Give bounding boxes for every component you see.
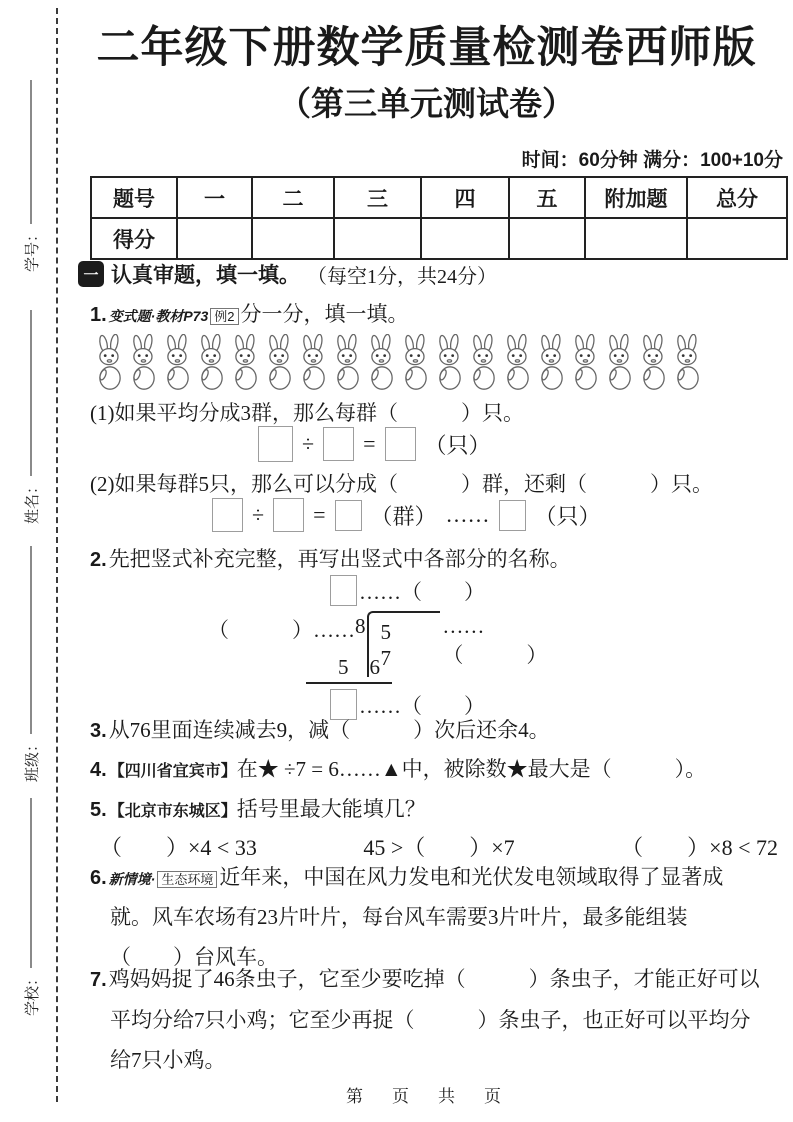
answer-box xyxy=(385,427,416,461)
question-number: 6. xyxy=(90,867,107,889)
question-7-line-3: 给7只小鸡。 xyxy=(110,1048,226,1072)
group-unit-label: （群） xyxy=(370,503,437,529)
section-score-note: （每空1分，共24分） xyxy=(307,265,497,288)
rabbit-icon xyxy=(94,334,126,390)
score-cell-empty xyxy=(687,218,787,259)
rabbit-icon xyxy=(230,334,262,390)
field-label: 班级： xyxy=(24,736,41,782)
answer-box xyxy=(335,500,362,531)
rabbit-icon xyxy=(604,334,636,390)
rabbit-icon xyxy=(298,334,330,390)
section-number-icon: 一 xyxy=(78,261,104,287)
score-table-col-header: 五 xyxy=(509,177,585,218)
equals-sign: = xyxy=(363,431,376,456)
answer-box xyxy=(323,427,354,461)
answer-box xyxy=(273,498,304,532)
question-text: 分一分，填一填。 xyxy=(240,302,409,326)
field-label: 姓名： xyxy=(24,478,41,524)
student-field-school xyxy=(20,798,42,1016)
question-1-equation-2 xyxy=(212,498,601,532)
rabbit-icon xyxy=(536,334,568,390)
question-2-stem xyxy=(90,543,571,573)
unit-label: （只） xyxy=(424,432,491,458)
rabbit-icon xyxy=(162,334,194,390)
division-quotient-row xyxy=(330,575,485,606)
student-field-student-number xyxy=(20,80,42,272)
question-1-equation-1 xyxy=(258,426,491,462)
rabbit-icon xyxy=(332,334,364,390)
inequality-expression: （ ）×4 < 33 xyxy=(100,835,257,860)
unit-label: （只） xyxy=(534,503,601,529)
rabbit-icon xyxy=(264,334,296,390)
question-number: 1. xyxy=(90,304,107,326)
question-source-tag: 【北京市东城区】 xyxy=(108,803,237,820)
question-source-tag: 【四川省宜宾市】 xyxy=(108,763,237,780)
score-table-col-header: 总分 xyxy=(687,177,787,218)
section-title: 认真审题，填一填。 xyxy=(111,264,300,287)
fill-line xyxy=(30,310,32,476)
rabbit-icon xyxy=(128,334,160,390)
field-label: 学校： xyxy=(24,970,41,1016)
answer-box xyxy=(499,500,526,531)
fill-line xyxy=(30,798,32,968)
fill-line xyxy=(30,546,32,734)
inequality-expression: 45 >（ ）×7 xyxy=(363,835,515,860)
question-number: 4. xyxy=(90,759,107,781)
page-footer: 第 页 共 页 xyxy=(346,1087,507,1106)
dividend-name-blank: ……（ ） xyxy=(442,614,548,667)
exam-time-score-info: 时间：60分钟 满分：100+10分 xyxy=(521,150,783,171)
page-title: 二年级下册数学质量检测卷西师版 xyxy=(96,24,757,72)
rabbit-icon xyxy=(672,334,704,390)
divisor-name-blank: （ ）…… xyxy=(208,618,355,642)
question-text: 近年来，中国在风力发电和光伏发电领域取得了显著成 xyxy=(219,865,724,889)
remainder-name-blank: ……（ ） xyxy=(359,693,485,718)
question-4-stem xyxy=(90,753,706,783)
fill-line xyxy=(30,80,32,224)
field-label: 学号： xyxy=(24,226,41,272)
question-text: 先把竖式补充完整，再写出竖式中各部分的名称。 xyxy=(108,547,571,571)
question-text: 鸡妈妈捉了46条虫子，它至少要吃掉（ ）条虫子，才能正好可以 xyxy=(108,967,760,991)
question-7-line-1 xyxy=(90,963,760,993)
question-1-part-2: (2)如果每群5只，那么可以分成（ ）群，还剩（ ）只。 xyxy=(90,472,713,496)
score-table-col-header: 四 xyxy=(421,177,509,218)
question-1-part-1: (1)如果平均分成3群，那么每群（ ）只。 xyxy=(90,401,524,425)
subtraction-line xyxy=(306,682,392,684)
question-tag-box: 例2 xyxy=(210,308,238,325)
rabbit-icon xyxy=(434,334,466,390)
score-table-col-header: 三 xyxy=(334,177,421,218)
rabbit-icon xyxy=(502,334,534,390)
divide-sign: ÷ xyxy=(252,502,265,527)
answer-box xyxy=(212,498,243,532)
answer-box xyxy=(330,575,357,606)
score-table-score-row xyxy=(91,218,787,259)
rabbit-picture-row xyxy=(94,334,718,390)
inequality-expression: （ ）×8 < 72 xyxy=(621,835,778,860)
question-number: 3. xyxy=(90,720,107,742)
quotient-name-blank: ……（ ） xyxy=(359,579,485,604)
score-table-col-header: 二 xyxy=(252,177,334,218)
score-table xyxy=(90,176,788,260)
score-table-header-row xyxy=(91,177,787,218)
question-6-line-3: （ ）台风车。 xyxy=(110,945,278,969)
score-cell-empty xyxy=(585,218,687,259)
remainder-dots: …… xyxy=(445,502,490,527)
question-5-expressions xyxy=(100,831,778,862)
question-tag-box: 生态环境 xyxy=(157,871,217,888)
student-field-name xyxy=(20,310,42,524)
rabbit-icon xyxy=(570,334,602,390)
score-cell-empty xyxy=(334,218,421,259)
rabbit-icon xyxy=(400,334,432,390)
score-cell-empty xyxy=(421,218,509,259)
question-6-line-1 xyxy=(90,861,723,891)
divisor-digit: 8 xyxy=(355,614,366,638)
score-table-col-header: 一 xyxy=(177,177,252,218)
long-division-diagram xyxy=(208,575,568,718)
score-cell-empty xyxy=(509,218,585,259)
score-row-label: 得分 xyxy=(91,218,177,259)
division-subtrahend: 5 6 xyxy=(338,655,380,679)
question-7-line-2: 平均分给7只小鸡；它至少再捉（ ）条虫子，也正好可以平均分 xyxy=(110,1008,751,1032)
score-table-col-header: 附加题 xyxy=(585,177,687,218)
score-cell-empty xyxy=(177,218,252,259)
binding-dashed-line xyxy=(56,8,58,1102)
question-text: 括号里最大能填几？ xyxy=(236,797,426,821)
question-number: 7. xyxy=(90,969,107,991)
question-3-stem xyxy=(90,714,550,744)
rabbit-icon xyxy=(196,334,228,390)
question-text: 从76里面连续减去9，减（ ）次后还余4。 xyxy=(108,718,550,742)
score-cell-empty xyxy=(252,218,334,259)
question-5-stem xyxy=(90,793,426,823)
page-subtitle: （第三单元测试卷） xyxy=(278,85,575,122)
equals-sign: = xyxy=(313,502,326,527)
rabbit-icon xyxy=(638,334,670,390)
question-tag: 新情境· xyxy=(108,871,156,887)
division-bracket: 5 7 xyxy=(367,611,441,677)
score-table-corner: 题号 xyxy=(91,177,177,218)
section-one-heading xyxy=(78,259,497,289)
divide-sign: ÷ xyxy=(302,431,315,456)
question-number: 5. xyxy=(90,799,107,821)
rabbit-icon xyxy=(366,334,398,390)
question-text: 在★ ÷7 = 6……▲中，被除数★最大是（ ）。 xyxy=(236,757,707,781)
rabbit-icon xyxy=(468,334,500,390)
question-1-stem xyxy=(90,298,409,328)
question-tag: 变式题·教材P73 xyxy=(108,308,209,324)
question-6-line-2: 就。风车农场有23片叶片，每台风车需要3片叶片，最多能组装 xyxy=(110,905,688,929)
student-field-class xyxy=(20,546,42,782)
answer-box xyxy=(258,426,293,462)
question-7 xyxy=(90,963,780,1083)
question-number: 2. xyxy=(90,549,107,571)
